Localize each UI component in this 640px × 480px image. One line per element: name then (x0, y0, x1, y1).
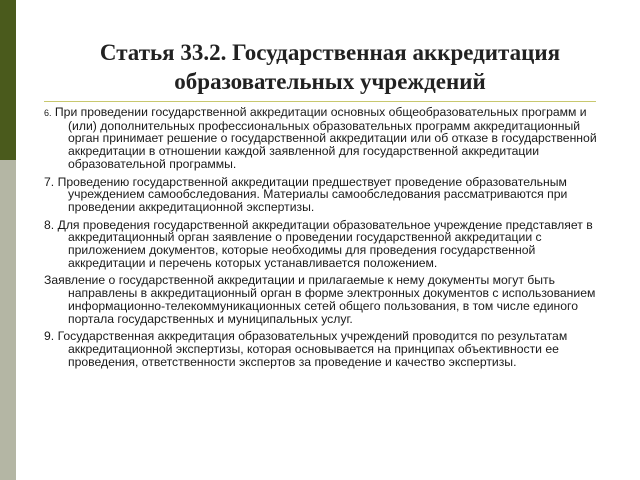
paragraph-6 (44, 106, 610, 171)
side-accent-bar-light (0, 160, 16, 480)
side-accent-bar-dark (0, 0, 16, 160)
title-divider (44, 101, 596, 102)
paragraph-text: Проведению государственной аккредитации предшествует проведение образовательным учреждением самообследования. Материалы самообследования рассматриваются при проведении аккредитационной экспертизы. (57, 174, 568, 214)
paragraph-number: 9. (44, 329, 55, 344)
paragraph-text: При проведении государственной аккредитации основных общеобразовательных программ и (или) дополнительных профессиональных образовательных программ аккредитационный орган принимает решение о государственной аккредитации или об отказе в государственной аккредитации в отношении каждой заявленной для государственной аккредитации образовательной программы. (54, 105, 597, 171)
paragraph-8 (44, 219, 610, 270)
paragraph-number: 8. (44, 217, 55, 232)
paragraph-text: Для проведения государственной аккредитации образовательное учреждение представляет в аккредитационный орган заявление о проведении государственной аккредитации с приложением документов, которые необходимы для проведения государственной аккредитации и перечень которых устанавливается положением. (57, 217, 593, 270)
paragraph-7 (44, 176, 610, 214)
slide-title-line-2: образовательных учреждений (174, 69, 486, 94)
paragraph-number: 7. (44, 174, 55, 189)
paragraph-text: Заявление о государственной аккредитации и прилагаемые к нему документы могут быть направлены в аккредитационный орган в форме электронных документов с использованием информационно-телекоммуникационных сетей общего пользования, в том числе единого портала государственных и муниципальных услуг. (44, 273, 596, 326)
slide-title-line-1: Статья 33.2. Государственная аккредитация (99, 40, 561, 65)
slide-title (40, 38, 620, 96)
paragraph-text: Государственная аккредитация образовательных учреждений проводится по результатам аккредитационной экспертизы, которая основывается на принципах объективности ее проведения, ответственности экспертов за проведение и качество экспертизы. (57, 329, 568, 369)
paragraph-9 (44, 330, 610, 368)
paragraph-application (44, 274, 610, 325)
slide-body (44, 106, 610, 373)
paragraph-number: 6. (44, 108, 52, 118)
